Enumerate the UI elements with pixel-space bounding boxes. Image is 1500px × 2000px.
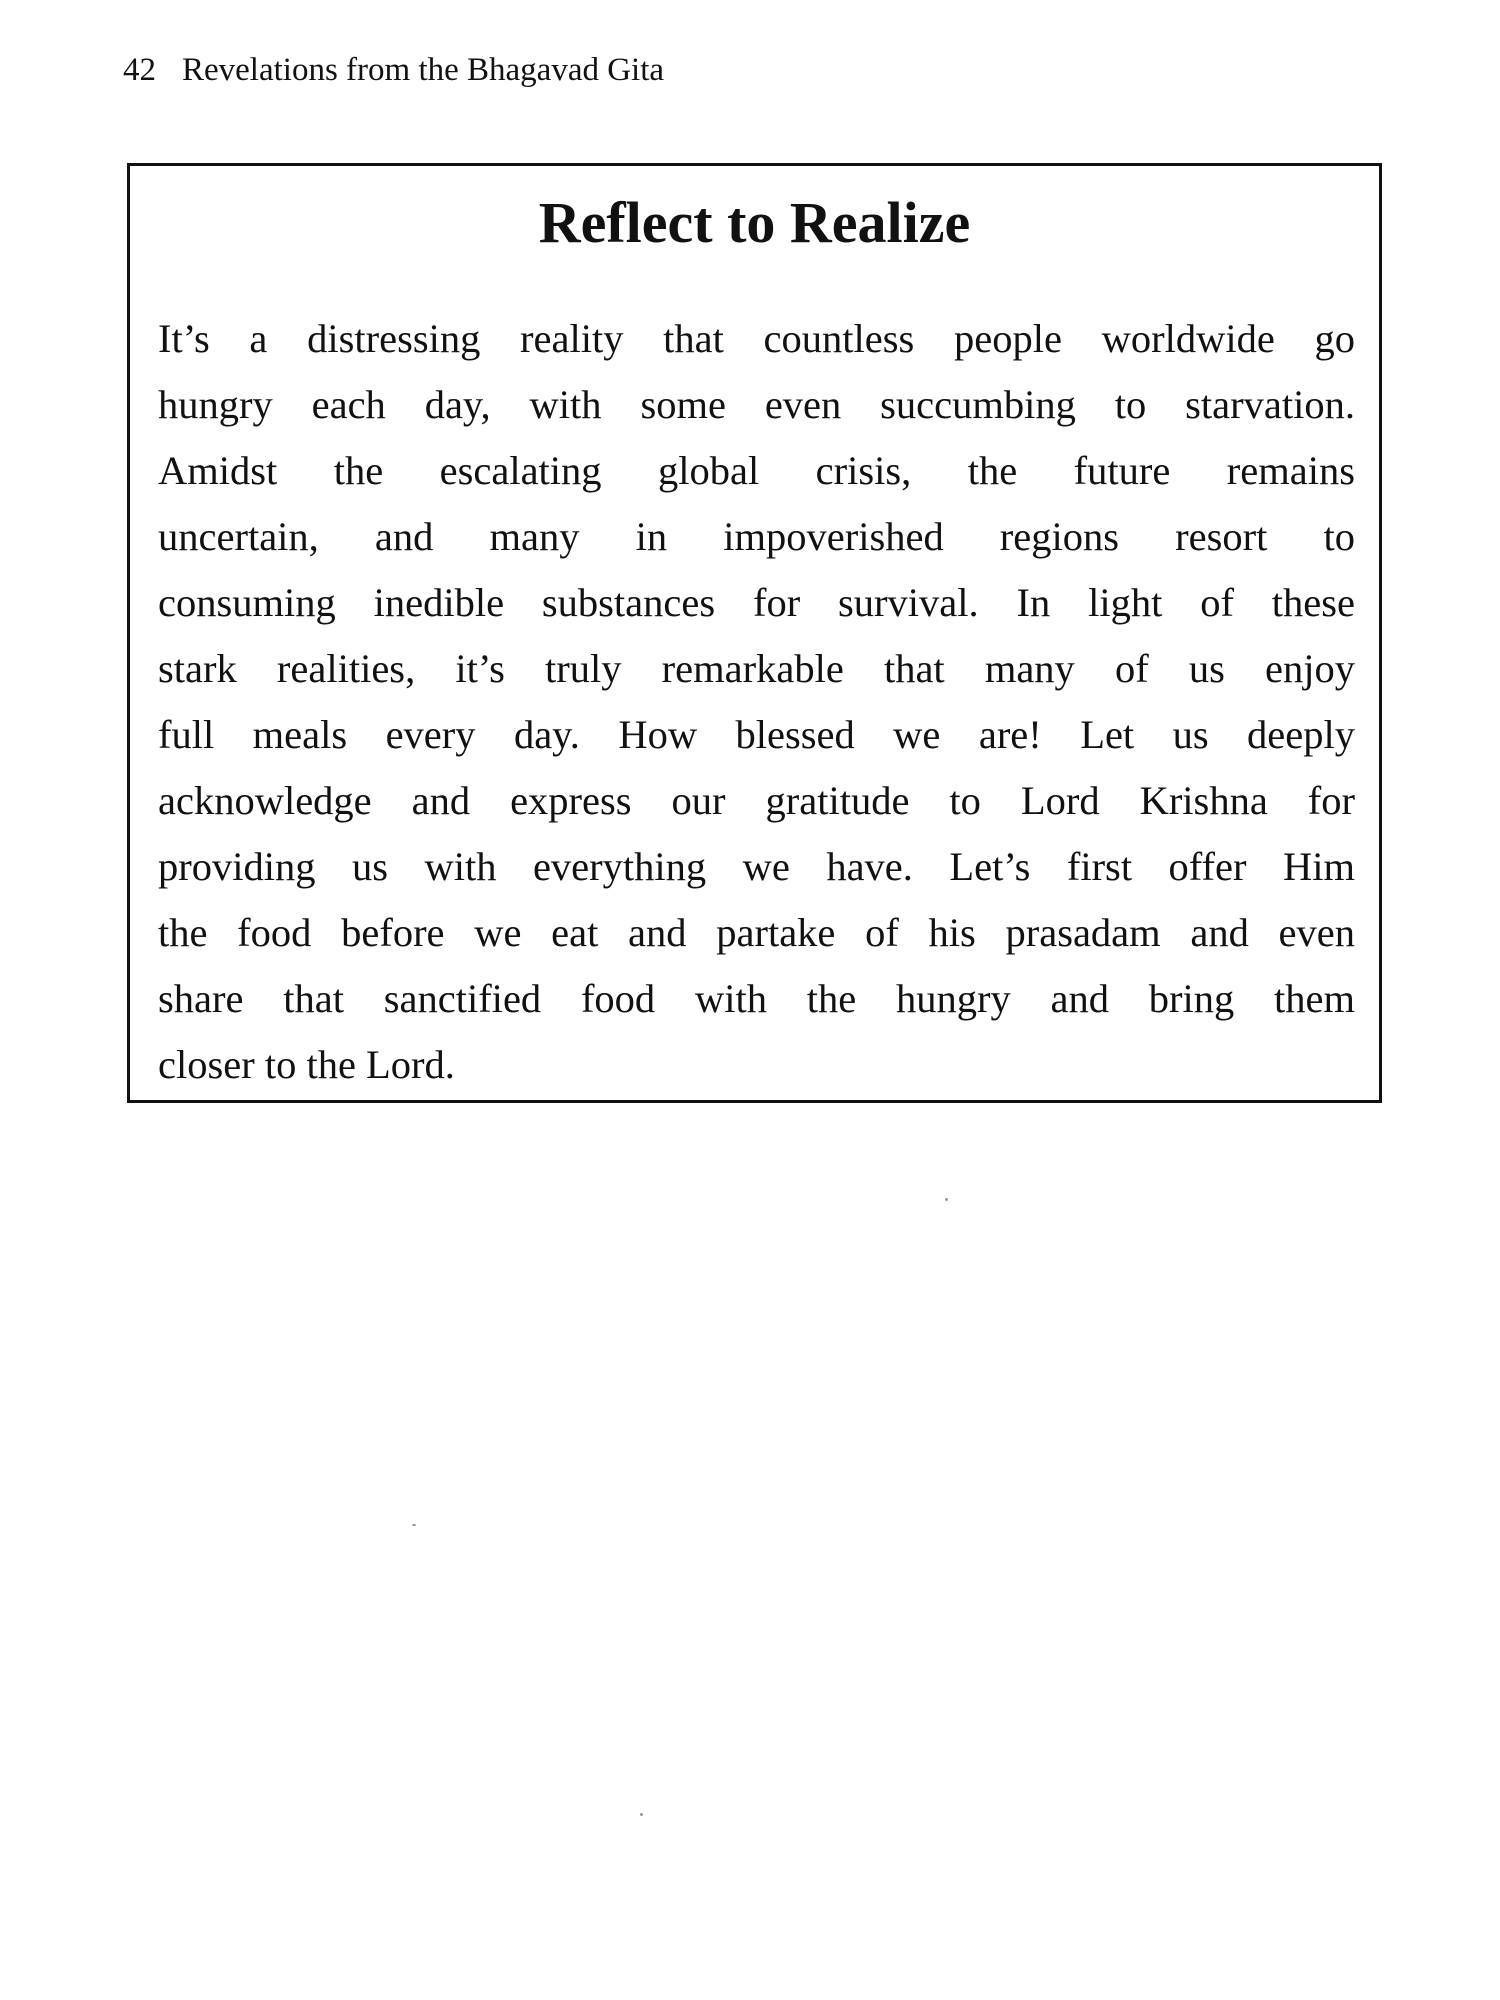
body-line: stark realities, it’s truly remarkable that many of us enjoy: [158, 646, 1355, 691]
callout-title: Reflect to Realize: [538, 190, 971, 255]
body-line: providing us with everything we have. Let’s first offer Him: [158, 844, 1355, 889]
page-number: 42: [123, 52, 156, 88]
body-line: acknowledge and express our gratitude to Lord Krishna for: [158, 778, 1355, 823]
body-line: uncertain, and many in impoverished regions resort to: [158, 514, 1355, 559]
body-line: It’s a distressing reality that countless people worldwide go: [158, 316, 1355, 361]
body-line: the food before we eat and partake of his prasadam and even: [158, 910, 1355, 955]
body-line: Amidst the escalating global crisis, the future remains: [158, 448, 1355, 493]
book-title: Revelations from the Bhagavad Gita: [182, 52, 665, 88]
scan-speck: [412, 1524, 416, 1526]
body-line: hungry each day, with some even succumbing to starvation.: [158, 382, 1355, 427]
body-line: full meals every day. How blessed we are! Let us deeply: [158, 712, 1355, 757]
body-line: share that sanctified food with the hungry and bring them: [158, 976, 1355, 1021]
scan-speck: [945, 1198, 948, 1201]
scan-speck: [640, 1813, 643, 1816]
body-line: consuming inedible substances for survival. In light of these: [158, 580, 1355, 625]
reflect-callout-box: [127, 163, 1382, 1103]
callout-body: [158, 306, 1355, 1098]
body-line: closer to the Lord.: [158, 1042, 455, 1087]
running-header: [123, 50, 664, 90]
